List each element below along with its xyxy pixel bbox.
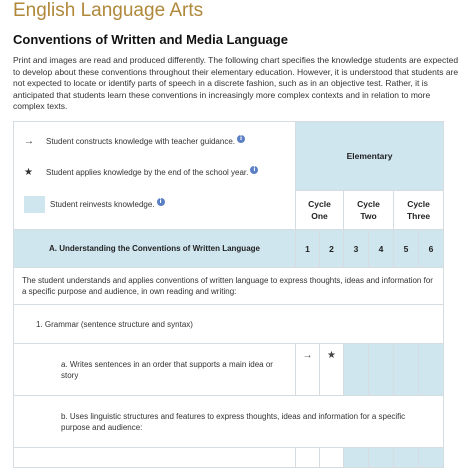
item-b-text: b. Uses linguistic structures and features to express thoughts, ideas and information for a specific purpose and audience: [14,396,444,448]
reinvest-cell [344,448,369,468]
progression-table [13,121,444,468]
empty-cell [296,448,320,468]
cycle-three-header: Cycle Three [394,191,444,230]
year-2: 2 [320,230,344,268]
grammar-heading: 1. Grammar (sentence structure and syntax) [14,305,444,344]
reinvest-cell [394,344,419,396]
table-row [14,344,444,396]
year-4: 4 [369,230,394,268]
intro-paragraph: Print and images are read and produced differently. The following chart specifies the knowledge students are expected to develop about these conventions throughout their elementary education. However, it is understood that students are not expected to locate or identify parts of speech in a discrete fashion, such as in an objective test. Rather, it is anticipated that students learn these conventions in increasingly more complex contexts and in relation to more complex texts. [13,55,459,112]
info-icon[interactable]: i [237,135,245,143]
item-a-text: a. Writes sentences in an order that supports a main idea or story [14,344,296,396]
info-icon[interactable]: i [157,198,165,206]
legend-text: Student constructs knowledge with teacher guidance. [46,137,236,146]
arrow-icon: → [296,344,320,396]
reinvest-cell [344,344,369,396]
statement-row [14,268,444,305]
item-continued [14,448,296,468]
year-3: 3 [344,230,369,268]
year-1: 1 [296,230,320,268]
table-row [14,448,444,468]
legend-item-reinvests [24,196,165,213]
app-title: English Language Arts [13,0,204,21]
cycle-two-header: Cycle Two [344,191,394,230]
legend-item-applies [24,167,258,178]
shaded-swatch-icon [24,196,45,213]
competency-statement: The student understands and applies conventions of written language to express thoughts, ideas and information for a specific purpose and audience, in own reading and writing: [14,268,444,305]
year-6: 6 [419,230,444,268]
legend [14,122,296,230]
header-row-1 [14,122,444,191]
reinvest-cell [394,448,419,468]
reinvest-cell [419,448,444,468]
elementary-header: Elementary [296,122,444,191]
star-icon: ★ [24,167,33,178]
table-row [14,396,444,448]
reinvest-cell [369,344,394,396]
arrow-icon: → [24,136,34,147]
legend-text: Student applies knowledge by the end of the school year. [46,168,249,177]
info-icon[interactable]: i [250,166,258,174]
section-a-label: A. Understanding the Conventions of Written Language [14,230,296,268]
reinvest-cell [419,344,444,396]
year-5: 5 [394,230,419,268]
section-a-row [14,230,444,268]
grammar-row [14,305,444,344]
legend-item-guidance [24,136,245,147]
empty-cell [320,448,344,468]
section-title: Conventions of Written and Media Language [13,32,288,47]
cycle-one-header: Cycle One [296,191,344,230]
star-icon: ★ [320,344,344,396]
reinvest-cell [369,448,394,468]
legend-text: Student reinvests knowledge. [50,200,155,209]
